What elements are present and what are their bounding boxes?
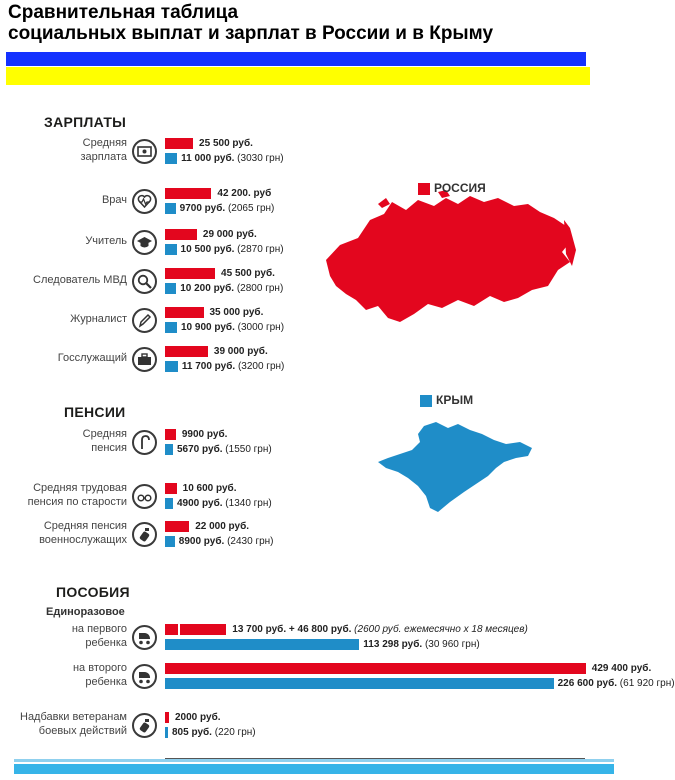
crimea-value-text: 4900 руб. [177, 498, 223, 509]
crimea-value [182, 361, 285, 373]
section-title-benefits: ПОСОБИЯ [56, 584, 130, 600]
section-title-salaries: ЗАРПЛАТЫ [44, 114, 127, 130]
russia-bar [165, 521, 189, 532]
heart-pulse-icon [132, 189, 157, 214]
legend-russia-swatch [418, 183, 430, 195]
crimea-value [177, 444, 272, 456]
crimea-value-text: 5670 руб. [177, 444, 223, 455]
crimea-bar [165, 536, 175, 547]
legend-russia-label: РОССИЯ [434, 181, 486, 195]
russia-value [183, 483, 237, 495]
row-label: Надбавки ветеранам боевых действий [20, 711, 127, 737]
russia-value-text: 22 000 руб. [195, 521, 250, 532]
russia-value-text: 9900 руб. [181, 429, 228, 440]
row-label: на второго ребенка [72, 662, 127, 688]
russia-bar [165, 138, 193, 149]
russia-bar [165, 429, 176, 440]
row-label: Средняя пенсия военнослужащих [39, 520, 127, 546]
russia-value [203, 229, 257, 241]
crimea-bar [165, 244, 177, 255]
page-title [8, 2, 493, 44]
crimea-value-note: (3030 грн) [234, 153, 284, 164]
flag-stripe-blue [6, 52, 586, 66]
crimea-value-text: 10 200 руб. [180, 283, 235, 294]
russia-bar [165, 483, 177, 494]
crimea-bar [165, 283, 176, 294]
russia-value-text: 25 500 руб. [199, 138, 253, 149]
crimea-value-note: (3200 грн) [235, 361, 285, 372]
row-label: Следователь МВД [33, 274, 127, 286]
russia-bar [165, 663, 586, 674]
crimea-value-note: (2800 грн) [234, 283, 284, 294]
crimea-value [179, 536, 274, 548]
row-label: Учитель [85, 235, 127, 247]
russia-value-text: 10 600 руб. [182, 483, 237, 494]
crimea-value-text: 226 600 руб. [557, 678, 618, 689]
row-label: Госслужащий [57, 352, 127, 364]
crimea-value-text: 113 298 руб. [363, 639, 423, 650]
stroller-icon [132, 625, 157, 650]
crimea-value-note: (2870 грн) [234, 244, 284, 255]
crimea-value-note: (61 920 грн) [617, 678, 675, 689]
russia-value-note: (2600 руб. ежемесячно х 18 месяцев) [351, 624, 528, 635]
briefcase-icon [132, 347, 157, 372]
russia-value-text: 42 200. руб [217, 188, 272, 199]
crimea-bar [165, 727, 168, 738]
russia-value-text: 29 000 руб. [202, 229, 257, 240]
section-title-pensions: ПЕНСИИ [64, 404, 126, 420]
title-line-1: Сравнительная таблица [8, 2, 239, 23]
crimea-value [181, 153, 284, 165]
crimea-value-text: 10 500 руб. [180, 244, 235, 255]
crimea-value-note: (3000 грн) [234, 322, 285, 333]
crimea-bar [165, 444, 173, 455]
crimea-map [378, 418, 534, 518]
row-label: на первого ребенка [71, 623, 127, 649]
crimea-value-note: (1340 грн) [222, 498, 272, 509]
russia-value-text: 429 400 руб. [591, 663, 652, 674]
money-icon [132, 139, 157, 164]
row-label: Врач [101, 194, 127, 206]
russia-bar [165, 346, 208, 357]
row-label: Журналист [70, 313, 127, 325]
russia-map [318, 190, 576, 330]
russia-value [182, 429, 228, 441]
crimea-bar [165, 361, 178, 372]
russia-bar [165, 188, 211, 199]
russia-value [210, 307, 264, 319]
flag-stripe-yellow [6, 67, 590, 85]
crimea-value-text: 805 руб. [172, 727, 212, 738]
crimea-value [172, 727, 256, 739]
grenade-icon [132, 713, 157, 738]
benefits-subtitle: Единоразовое [46, 606, 125, 618]
legend-crimea-swatch [420, 395, 432, 407]
crimea-value [558, 678, 675, 690]
russia-bar [165, 268, 215, 279]
russia-value [195, 521, 249, 533]
russia-value [217, 188, 271, 200]
row-label: Средняя трудовая пенсия по старости [27, 482, 127, 508]
bottom-stripe-blue [14, 764, 614, 774]
magnifier-icon [132, 269, 157, 294]
legend-crimea-label: КРЫМ [436, 393, 474, 407]
crimea-bar [165, 678, 554, 689]
crimea-value [177, 498, 272, 510]
crimea-value-text: 9700 руб. [179, 203, 226, 214]
crimea-value [363, 639, 479, 651]
russia-value-text: 13 700 руб. + 46 800 руб. [232, 624, 352, 635]
russia-bar [165, 712, 169, 723]
russia-value [232, 624, 528, 636]
glasses-icon [132, 484, 157, 509]
crimea-value-note: (2065 грн) [225, 203, 275, 214]
russia-value [592, 663, 651, 675]
russia-bar-extra [180, 624, 226, 635]
grenade-icon [132, 522, 157, 547]
crimea-value-note: (30 960 грн) [422, 639, 480, 650]
cane-icon [132, 430, 157, 455]
crimea-value-note: (220 грн) [211, 727, 256, 738]
russia-bar [165, 624, 178, 635]
row-label: Средняя пенсия [82, 428, 127, 454]
crimea-bar [165, 153, 177, 164]
bottom-stripe-light [14, 759, 614, 762]
russia-value [175, 712, 221, 724]
russia-bar [165, 307, 204, 318]
crimea-value [181, 322, 284, 334]
crimea-value-note: (2430 грн) [224, 536, 274, 547]
graduation-cap-icon [132, 230, 157, 255]
russia-bar [165, 229, 197, 240]
pen-icon [132, 308, 157, 333]
crimea-bar [165, 639, 359, 650]
crimea-value [180, 283, 283, 295]
russia-value [199, 138, 253, 150]
crimea-value [181, 244, 284, 256]
crimea-bar [165, 203, 176, 214]
russia-value [221, 268, 275, 280]
row-label: Средняя зарплата [80, 137, 127, 163]
crimea-value-text: 8900 руб. [178, 536, 225, 547]
title-line-2: социальных выплат и зарплат в России и в Крыму [8, 23, 494, 44]
crimea-value-text: 10 900 руб. [180, 322, 235, 333]
crimea-value-text: 11 000 руб. [181, 153, 235, 164]
russia-value [214, 346, 268, 358]
crimea-value [180, 203, 275, 215]
russia-value-text: 45 500 руб. [221, 268, 275, 279]
russia-value-text: 39 000 руб. [213, 346, 268, 357]
stroller-icon [132, 664, 157, 689]
russia-value-text: 2000 руб. [175, 712, 221, 723]
russia-value-text: 35 000 руб. [209, 307, 264, 318]
crimea-bar [165, 322, 177, 333]
crimea-value-text: 11 700 руб. [181, 361, 236, 372]
crimea-bar [165, 498, 173, 509]
crimea-value-note: (1550 грн) [222, 444, 272, 455]
